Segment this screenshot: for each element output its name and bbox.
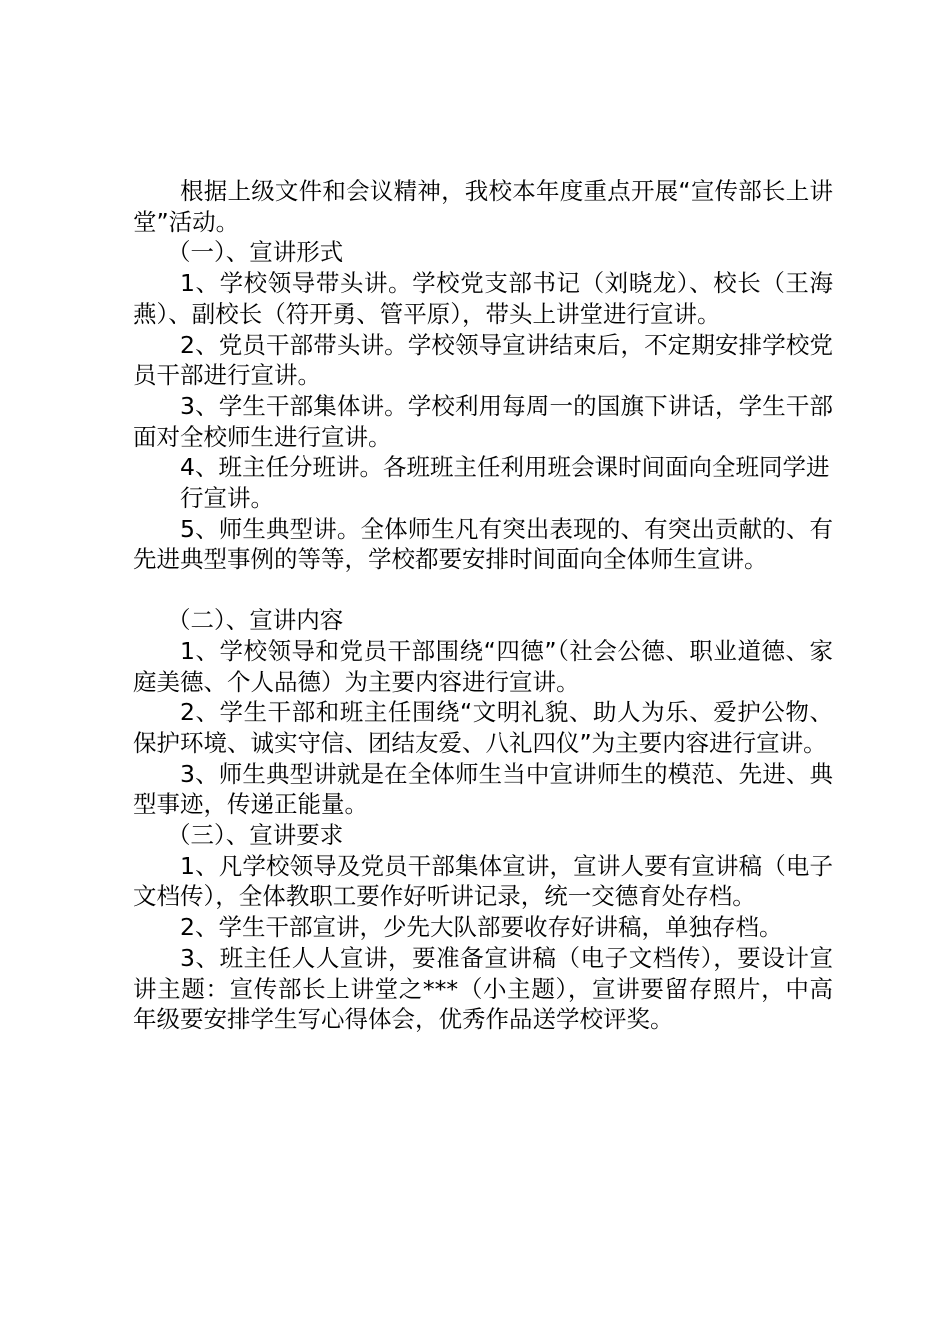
content-item-2: 2、学生干部和班主任围绕“文明礼貌、助人为乐、爱护公物、保护环境、诚实守信、团结友爱、八礼四仪”为主要内容进行宣讲。	[133, 698, 833, 757]
requirement-item-3: 3、班主任人人宣讲，要准备宣讲稿（电子文档传），要设计宣讲主题：宣传部长上讲堂之***（小主题），宣讲要留存照片，中高年级要安排学生写心得体会，优秀作品送学校评奖。	[133, 943, 833, 1034]
document-body	[133, 176, 833, 1035]
form-item-1: 1、学校领导带头讲。学校党支部书记（刘晓龙）、校长（王海燕）、副校长（符开勇、管平原），带头上讲堂进行宣讲。	[133, 269, 833, 328]
form-item-5: 5、师生典型讲。全体师生凡有突出表现的、有突出贡献的、有先进典型事例的等等，学校都要安排时间面向全体师生宣讲。	[133, 514, 833, 574]
requirement-item-1: 1、凡学校领导及党员干部集体宣讲，宣讲人要有宣讲稿（电子文档传），全体教职工要作好听讲记录，统一交德育处存档。	[133, 851, 833, 911]
form-item-2: 2、党员干部带头讲。学校领导宣讲结束后，不定期安排学校党员干部进行宣讲。	[133, 330, 833, 390]
content-item-3: 3、师生典型讲就是在全体师生当中宣讲师生的模范、先进、典型事迹，传递正能量。	[133, 759, 833, 819]
form-item-3: 3、学生干部集体讲。学校利用每周一的国旗下讲话，学生干部面对全校师生进行宣讲。	[133, 391, 833, 451]
section-heading-form: （一）、宣讲形式	[167, 238, 344, 267]
section-heading-requirements: （三）、宣讲要求	[167, 821, 344, 850]
form-item-4: 4、班主任分班讲。各班班主任利用班会课时间面向全班同学进	[180, 453, 830, 482]
requirement-item-2: 2、学生干部宣讲，少先大队部要收存好讲稿，单独存档。	[180, 913, 783, 942]
section-heading-content: （二）、宣讲内容	[167, 606, 344, 635]
content-item-1: 1、学校领导和党员干部围绕“四德”（社会公德、职业道德、家庭美德、个人品德）为主要内容进行宣讲。	[133, 636, 833, 696]
intro-paragraph: 根据上级文件和会议精神，我校本年度重点开展“宣传部长上讲堂”活动。	[133, 177, 833, 236]
form-item-4-continued: 行宣讲。	[180, 484, 274, 513]
